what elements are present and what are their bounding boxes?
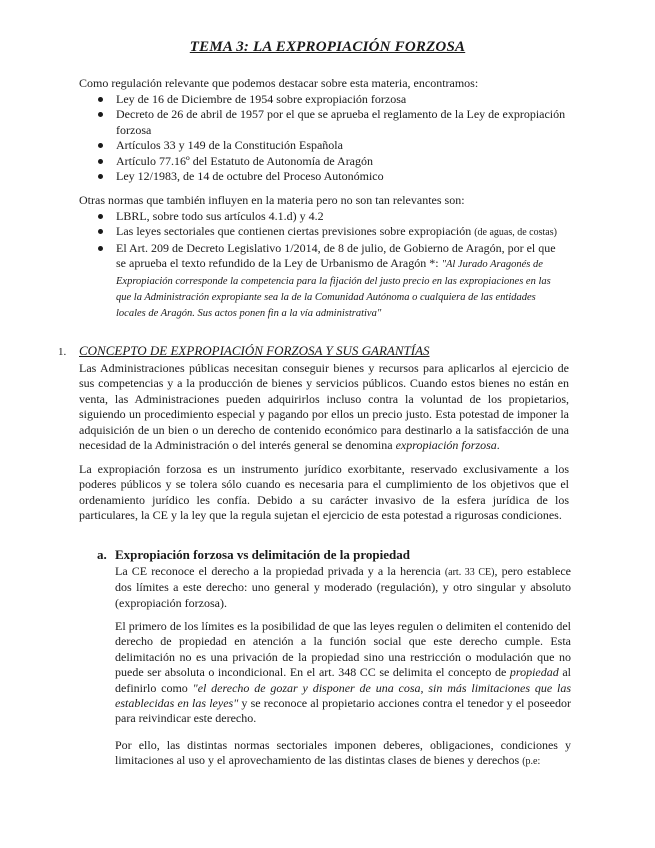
section-title: CONCEPTO DE EXPROPIACIÓN FORZOSA Y SUS GARANTÍAS	[79, 343, 430, 358]
section-number: 1.	[58, 346, 67, 358]
paragraph-text: Las Administraciones públicas necesitan conseguir bienes y recursos para aplicarlos al ejercicio de sus competencias y a la producción de bienes y servicios públicos. Cuando estos bienes no están en venta, las Administraciones pueden adquirirlos incluso contra la voluntad de los propietarios, siguiendo un procedimiento especial y pagando por ellos un precio justo. Esta potestad de imponer la adquisición de un bien o un derecho de contenido económico para destinarlo a la satisfacción de una necesidad de la Administración o del interés general se denomina	[79, 361, 569, 453]
paragraph-text: El primero de los límites es la posibilidad de que las leyes regulen o delimiten el contenido del derecho de propiedad en atención a la función social que este derecho cumple. Esta delimitación no es una privación de la propiedad sino una restricción o modulación que no puede ser absoluta o incondicional. En el art. 348 CC se delimita el concepto de	[115, 619, 571, 680]
list-item: Ley de 16 de Diciembre de 1954 sobre expropiación forzosa	[96, 92, 566, 107]
list-item	[96, 224, 566, 240]
regulation-list	[96, 92, 566, 184]
paragraph-note: (p.e:	[522, 756, 541, 768]
paragraph-end: .	[496, 438, 500, 453]
paragraph-text: y se reconoce al propietario acciones contra el tenedor y el poseedor para reivindicar este derecho.	[115, 696, 571, 726]
paragraph-text: al definirlo como	[115, 665, 571, 695]
emphasis-quote: "el derecho de gozar y disponer de una cosa, sin más limitaciones que las establecidas en las leyes"	[115, 680, 572, 711]
list-item-text: El Art. 209 de Decreto Legislativo 1/2014, de 8 de julio, de Gobierno de Aragón, por el que se aprueba el texto refundido de la Ley de Urbanismo de Aragón *:	[116, 240, 556, 271]
article-note: (art. 33 CE)	[444, 567, 495, 578]
list-item-quote: "Al Jurado Aragonés de Expropiación corresponde la competencia para la fijación del justo precio en las expropiaciones en las que la Administración expropiante sea la de la Comunidad Autónoma o cualquiera de las entidades locales de Aragón. Sus actos ponen fin a la vía administrativa"	[116, 259, 551, 320]
page-title: TEMA 3: LA EXPROPIACIÓN FORZOSA	[189, 39, 466, 55]
paragraph-text: La CE reconoce el derecho a la propiedad privada y a la herencia	[115, 564, 441, 578]
other-norms-intro: Otras normas que también influyen en la materia pero no son tan relevantes son:	[79, 193, 465, 207]
other-norms-list	[96, 209, 566, 322]
list-item: Decreto de 26 de abril de 1957 por el que se aprueba el reglamento de la Ley de expropiación forzosa	[96, 107, 566, 138]
intro-paragraph: Como regulación relevante que podemos destacar sobre esta materia, encontramos:	[79, 76, 479, 90]
subsection-paragraph	[115, 564, 571, 611]
subsection-paragraph	[115, 738, 571, 770]
emphasis-text: expropiación forzosa	[395, 438, 497, 453]
paragraph-text: , pero establece dos límites a este derecho: uno general y moderado (regulación), y otro singular y absoluto (expropiación forzosa).	[115, 564, 571, 610]
section-paragraph: La expropiación forzosa es un instrumento jurídico exorbitante, reservado exclusivamente a los poderes públicos y se tolera sólo cuando es necesaria para el cumplimiento de los objetivos que el ordenamiento jurídico les confía. Debido a su carácter invasivo de la esfera jurídica de los particulares, la CE y la ley que la regula sujetan el ejercicio de esta potestad a rigurosas condiciones.	[79, 462, 569, 523]
list-item: LBRL, sobre todo sus artículos 4.1.d) y 4.2	[96, 209, 566, 224]
list-item	[96, 241, 566, 322]
list-item: Ley 12/1983, de 14 de octubre del Proceso Autonómico	[96, 169, 566, 184]
subsection-letter: a.	[97, 547, 107, 562]
subsection-title: Expropiación forzosa vs delimitación de la propiedad	[115, 547, 410, 562]
list-item: Artículos 33 y 149 de la Constitución Española	[96, 138, 566, 153]
list-item-note: (de aguas, de costas)	[474, 227, 557, 239]
list-item: Artículo 77.16º del Estatuto de Autonomía de Aragón	[96, 154, 566, 169]
emphasis-text: propiedad	[509, 665, 559, 680]
subsection-paragraph	[115, 619, 571, 727]
paragraph-text: Por ello, las distintas normas sectoriales imponen deberes, obligaciones, condiciones y limitaciones al uso y el aprovechamiento de las distintas clases de bienes y derechos	[115, 738, 571, 768]
section-paragraph	[79, 361, 569, 453]
list-item-text: Las leyes sectoriales que contienen ciertas previsiones sobre expropiación	[116, 224, 472, 239]
